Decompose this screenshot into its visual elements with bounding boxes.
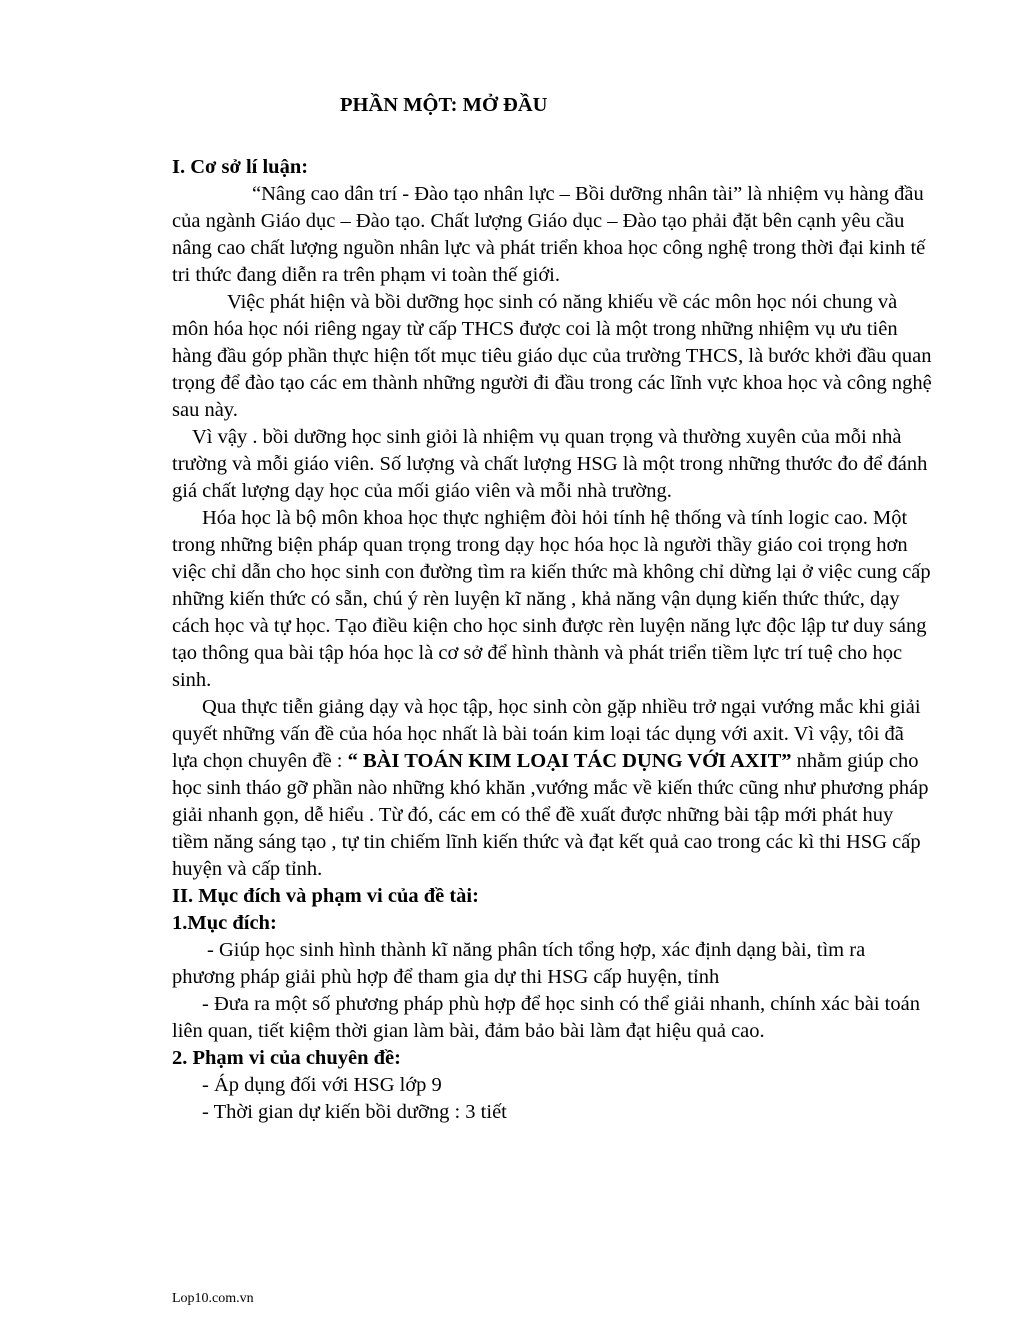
paragraph: “Nâng cao dân trí - Đào tạo nhân lực – Bồi dưỡng nhân tài” là nhiệm vụ hàng đầu của ngành Giáo dục – Đào tạo. Chất lượng Giáo dục – Đào tạo phải đặt bên cạnh yêu cầu nâng cao chất lượng nguồn nhân lực và phát triển khoa học công nghệ trong thời đại kinh tế tri thức đang diễn ra trên phạm vi toàn thế giới. <box>172 183 926 286</box>
subsection-heading-scope: 2. Phạm vi của chuyên đề: <box>172 1047 401 1069</box>
page-footer: Lop10.com.vn <box>172 1291 254 1306</box>
section-heading-theory: I. Cơ sở lí luận: <box>172 156 309 178</box>
list-item: - Áp dụng đối với HSG lớp 9 <box>202 1074 442 1096</box>
document-page <box>172 92 932 1126</box>
paragraph-text: nhằm giúp cho học sinh tháo gỡ phần nào những khó khăn ,vướng mắc về kiến thức cũng như phương pháp giải nhanh gọn, dễ hiểu . Từ đó, các em có thể đề xuất được những bài tập mới phát huy tiềm năng sáng tạo , tự tin chiếm lĩnh kiến thức và đạt kết quả cao trong các kì thi HSG cấp huyện và cấp tỉnh. <box>172 750 929 880</box>
paragraph: Hóa học là bộ môn khoa học thực nghiệm đòi hỏi tính hệ thống và tính logic cao. Một trong những biện pháp quan trọng trong dạy học hóa học là người thầy giáo coi trọng hơn việc chỉ dẫn cho học sinh con đường tìm ra kiến thức mà không chỉ dừng lại ở việc cung cấp những kiến thức có sẵn, chú ý rèn luyện kĩ năng , khả năng vận dụng kiến thức thức, dạy cách học và tự học. Tạo điều kiện cho học sinh được rèn luyện năng lực độc lập tư duy sáng tạo thông qua bài tập hóa học là cơ sở để hình thành và phát triển tiềm lực trí tuệ cho học sinh. <box>172 507 931 691</box>
list-item: - Giúp học sinh hình thành kĩ năng phân tích tổng hợp, xác định dạng bài, tìm ra phương pháp giải phù hợp để tham gia dự thi HSG cấp huyện, tỉnh <box>172 939 866 988</box>
subsection-heading-purpose: 1.Mục đích: <box>172 912 277 934</box>
paragraph <box>172 694 932 883</box>
topic-title: “ BÀI TOÁN KIM LOẠI TÁC DỤNG VỚI AXIT” <box>347 750 792 772</box>
paragraph-text: Qua thực tiễn giảng dạy và học tập, học sinh còn gặp nhiều trở ngại vướng mắc khi giải quyết những vấn đề của hóa học nhất là bài toán kim loại tác dụng với axit. Vì vậy, tôi đã lựa chọn chuyên đề : <box>172 696 921 772</box>
paragraph: Việc phát hiện và bồi dưỡng học sinh có năng khiếu về các môn học nói chung và môn hóa học nói riêng ngay từ cấp THCS được coi là một trong những nhiệm vụ ưu tiên hàng đầu góp phần thực hiện tốt mục tiêu giáo dục của trường THCS, là bước khởi đầu quan trọng để đào tạo các em thành những người đi đầu trong các lĩnh vực khoa học và công nghệ sau này. <box>172 291 932 421</box>
list-item: - Thời gian dự kiến bồi dưỡng : 3 tiết <box>202 1101 507 1123</box>
paragraph: Vì vậy . bồi dưỡng học sinh giỏi là nhiệm vụ quan trọng và thường xuyên của mỗi nhà trường và mỗi giáo viên. Số lượng và chất lượng HSG là một trong những thước đo để đánh giá chất lượng dạy học của mối giáo viên và mỗi nhà trường. <box>172 426 928 502</box>
list-item: - Đưa ra một số phương pháp phù hợp để học sinh có thể giải nhanh, chính xác bài toán liên quan, tiết kiệm thời gian làm bài, đảm bảo bài làm đạt hiệu quả cao. <box>172 993 920 1042</box>
section-heading-purpose: II. Mục đích và phạm vi của đề tài: <box>172 885 479 907</box>
page-title: PHẦN MỘT: MỞ ĐẦU <box>340 94 548 116</box>
